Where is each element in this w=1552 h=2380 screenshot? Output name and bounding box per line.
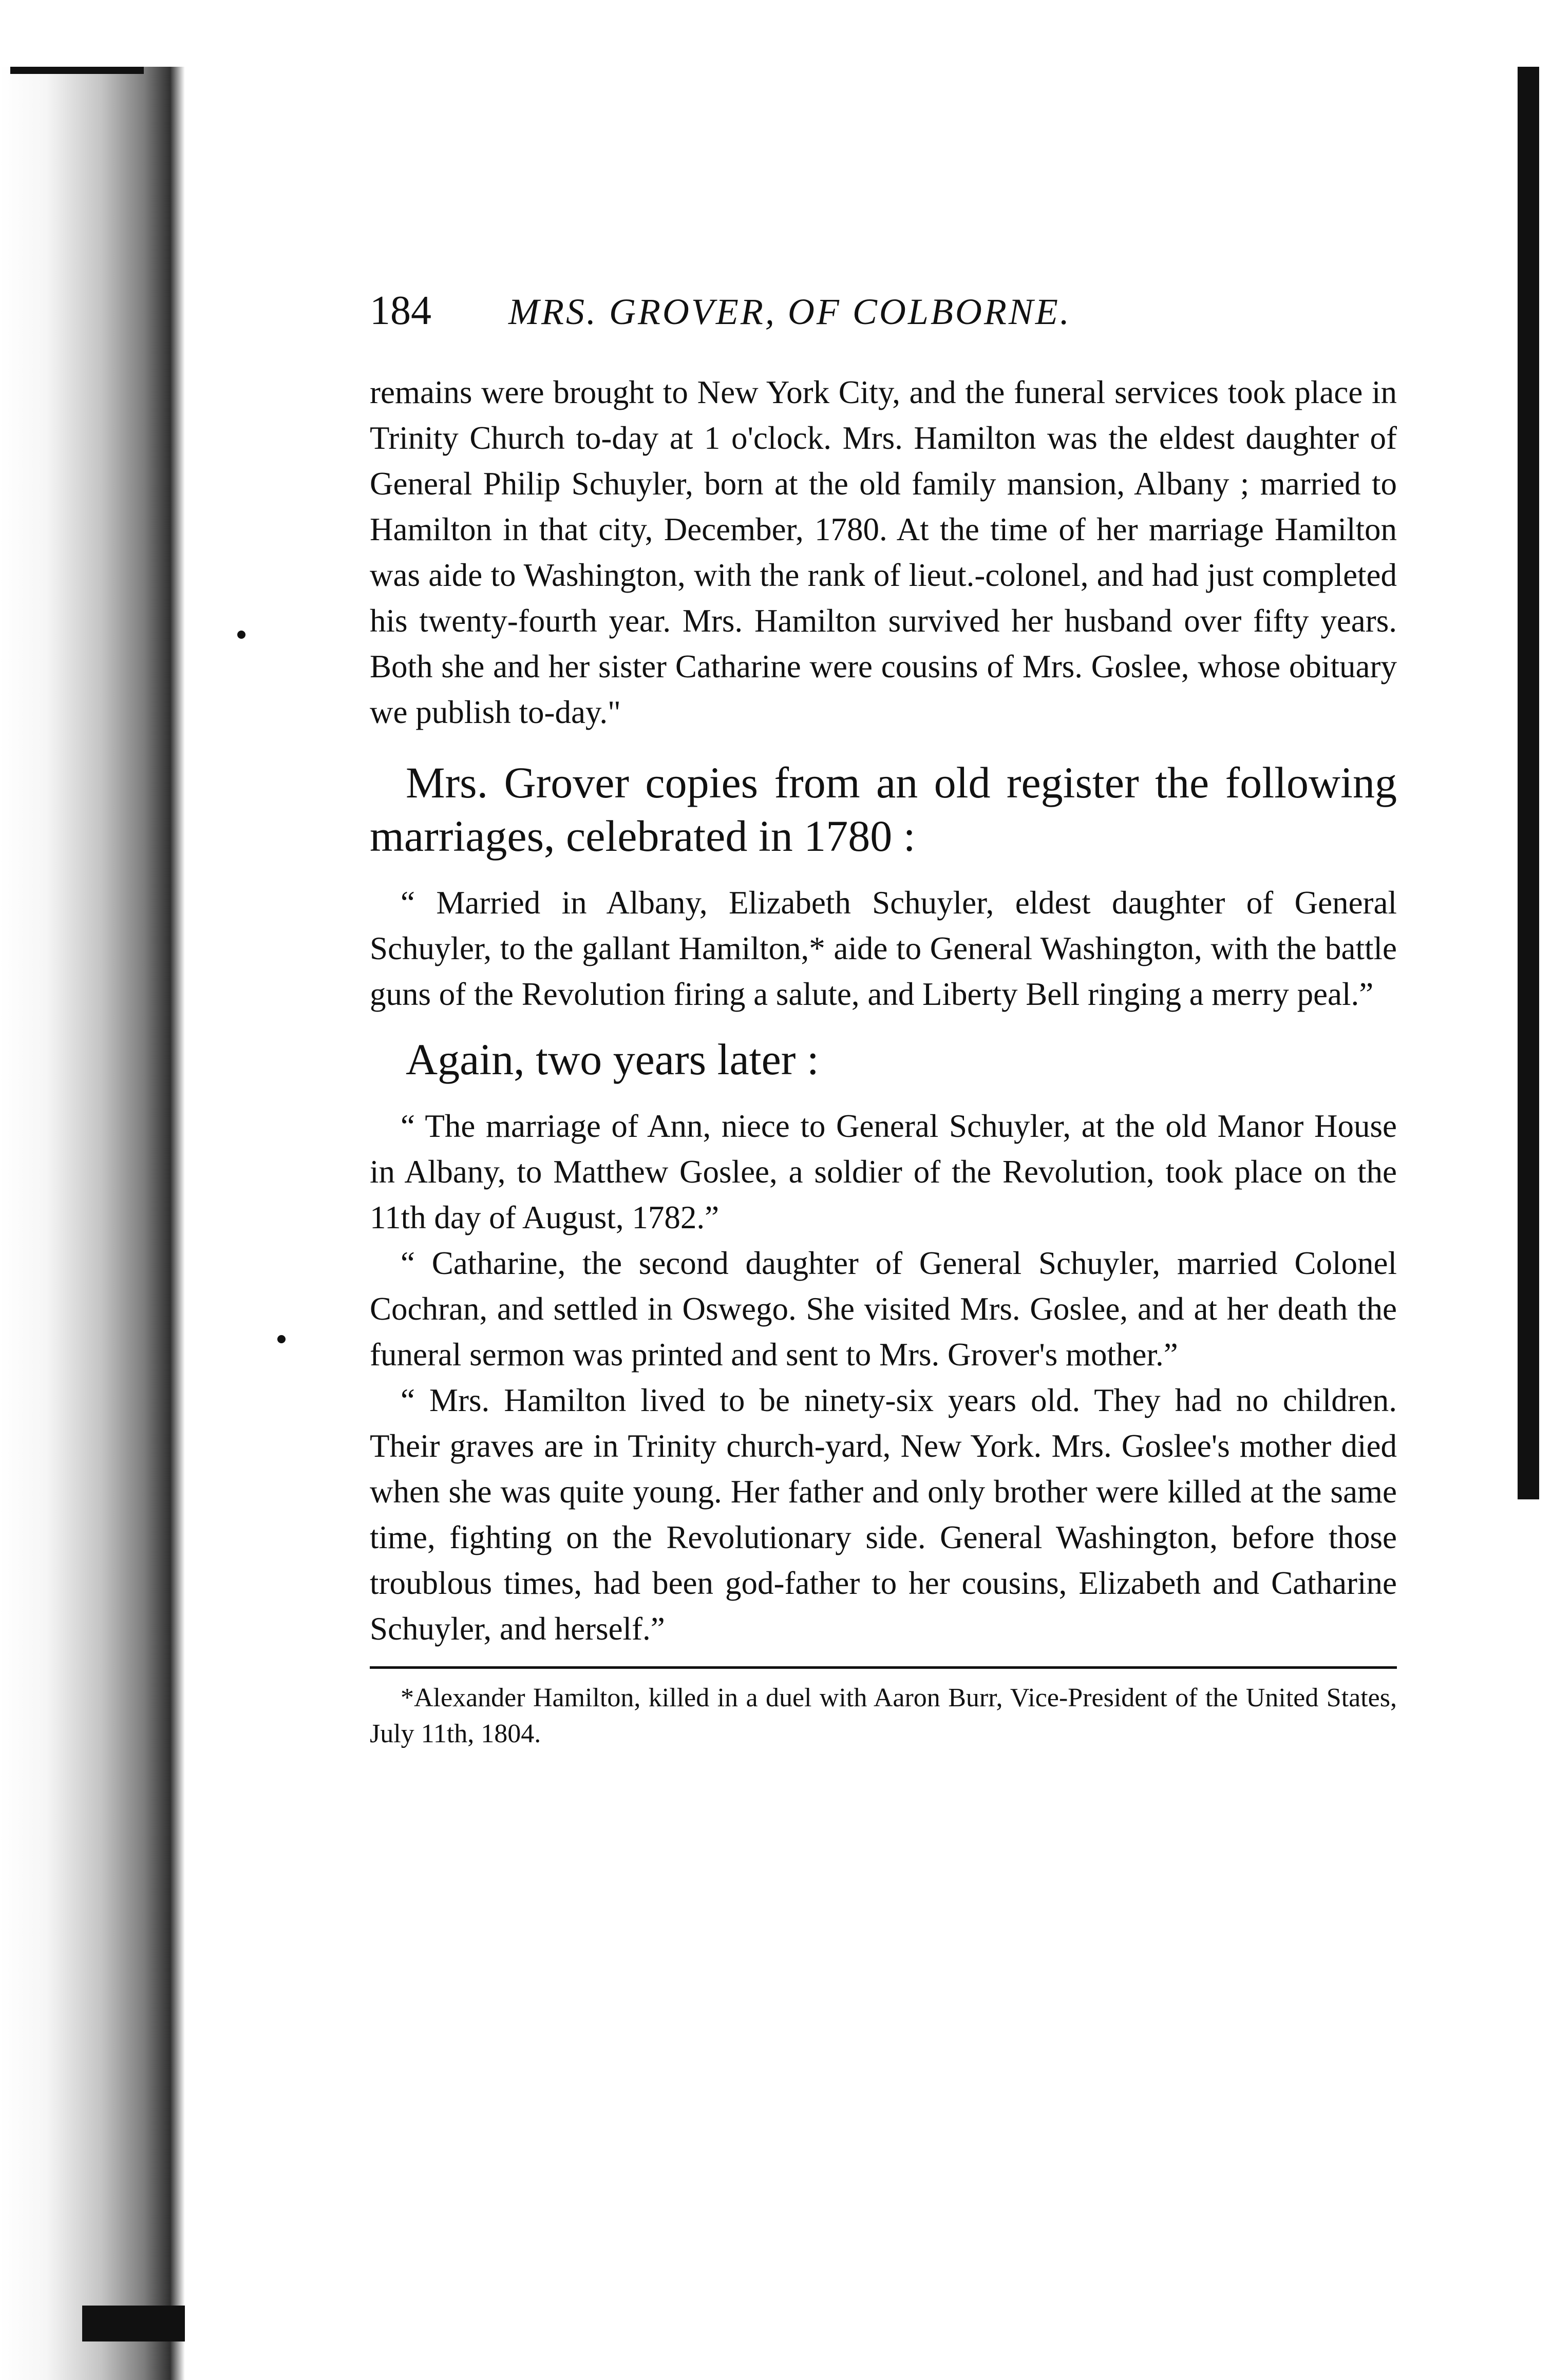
- scan-gutter-top-mark: [10, 67, 144, 74]
- quote-ann-marriage: “ The marriage of Ann, niece to General Schuyler, at the old Manor House in Albany, to Matthew Goslee, a soldier of the Revolution, took place on the 11th day of August, 1782.”: [370, 1108, 1397, 1235]
- scan-speck: [277, 1335, 286, 1343]
- footnote: *Alexander Hamilton, killed in a duel with Aaron Burr, Vice-President of the United States, July 11th, 1804.: [370, 1683, 1397, 1748]
- paragraph-register-intro: Mrs. Grover copies from an old register the following marriages, celebrated in 1780 :: [370, 758, 1397, 861]
- page-text-block: [370, 288, 1397, 1752]
- quote-hamilton-family: “ Mrs. Hamilton lived to be ninety-six years old. They had no children. Their graves are in Trinity church-yard, New York. Mrs. Goslee's mother died when she was quite young. Her father and only brother were killed at the same time, fighting on the Revolutionary side. General Washington, before those troublous times, had been god-father to her cousins, Elizabeth and Catharine Schuyler, and herself.”: [370, 1382, 1397, 1647]
- paragraph-obituary-continuation: remains were brought to New York City, and the funeral services took place in Trinity Church to-day at 1 o'clock. Mrs. Hamilton was the eldest daughter of General Philip Schuyler, born at the old family mansion, Albany ; married to Hamilton in that city, December, 1780. At the time of her marriage Hamilton was aide to Washington, with the rank of lieut.-colonel, and had just completed his twenty-fourth year. Mrs. Hamilton survived her husband over fifty years. Both she and her sister Catharine were cousins of Mrs. Goslee, whose obituary we publish to-day.": [370, 374, 1397, 730]
- scan-gutter-bottom-mark: [82, 2306, 185, 2341]
- scan-gutter-shadow: [0, 67, 185, 2380]
- scan-right-edge-bar: [1518, 67, 1539, 1499]
- quote-catharine-marriage: “ Catharine, the second daughter of General Schuyler, married Colonel Cochran, and settled in Oswego. She visited Mrs. Goslee, and at her death the funeral sermon was printed and sent to Mrs. Grover's mother.”: [370, 1245, 1397, 1373]
- quote-elizabeth-marriage: “ Married in Albany, Elizabeth Schuyler, eldest daughter of General Schuyler, to the gallant Hamilton,* aide to General Washington, with the battle guns of the Revolution firing a salute, and Liberty Bell ringing a merry peal.”: [370, 885, 1397, 1012]
- scan-speck: [237, 631, 245, 639]
- paragraph-two-years-later: Again, two years later :: [406, 1035, 819, 1084]
- page-header: [370, 288, 1397, 349]
- page-number: 184: [370, 288, 431, 333]
- running-head: MRS. GROVER, OF COLBORNE.: [508, 291, 1071, 332]
- footnote-rule: [370, 1666, 1397, 1669]
